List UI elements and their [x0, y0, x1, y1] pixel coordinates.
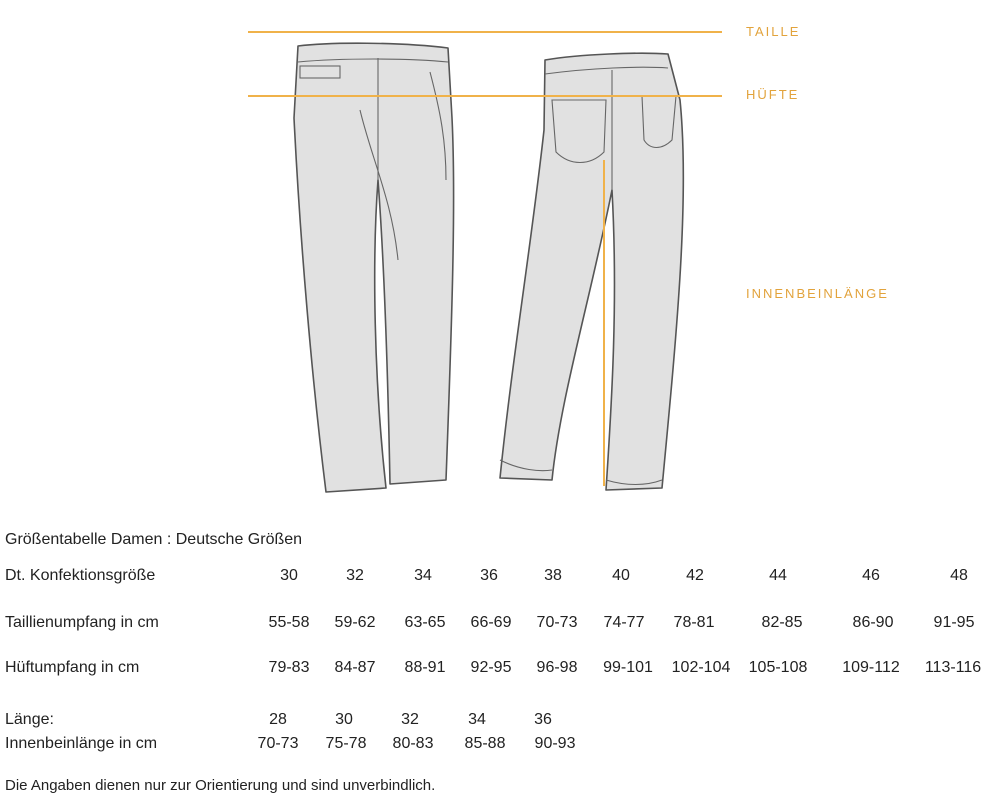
table-cell: 96-98 — [536, 659, 578, 676]
inseam-row-label: Innenbeinlänge in cm — [5, 735, 158, 752]
length-size-cell: 28 — [269, 711, 287, 728]
table-cell: 70-73 — [536, 614, 578, 631]
table-cell: 113-116 — [924, 659, 982, 676]
table-cell: 78-81 — [673, 614, 715, 631]
row-label-hip: Hüftumpfang in cm — [5, 659, 140, 676]
table-cell: 40 — [612, 567, 630, 584]
row-label-waist: Taillienumpfang in cm — [5, 614, 159, 631]
table-cell: 102-104 — [671, 659, 731, 676]
table-cell: 105-108 — [748, 659, 808, 676]
table-title: Größentabelle Damen : Deutsche Größen — [5, 531, 303, 548]
inseam-cell: 90-93 — [534, 735, 576, 752]
waist-label: TAILLE — [746, 24, 801, 39]
table-cell: 59-62 — [334, 614, 376, 631]
table-cell: 66-69 — [470, 614, 512, 631]
length-size-cell: 32 — [401, 711, 419, 728]
length-size-cell: 36 — [534, 711, 552, 728]
jeans-back-icon — [500, 53, 683, 490]
hip-label: HÜFTE — [746, 87, 800, 102]
table-cell: 92-95 — [470, 659, 512, 676]
footnote: Die Angaben dienen nur zur Orientierung und sind unverbindlich. — [5, 777, 436, 794]
table-cell: 32 — [346, 567, 364, 584]
table-cell: 55-58 — [268, 614, 310, 631]
table-cell: 82-85 — [761, 614, 803, 631]
table-cell: 63-65 — [404, 614, 446, 631]
table-cell: 86-90 — [852, 614, 894, 631]
table-cell: 48 — [950, 567, 968, 584]
table-cell: 46 — [862, 567, 880, 584]
inseam-cell: 70-73 — [257, 735, 299, 752]
inseam-cell: 75-78 — [325, 735, 367, 752]
length-label: Länge: — [5, 711, 54, 728]
table-cell: 74-77 — [603, 614, 645, 631]
table-cell: 38 — [544, 567, 562, 584]
table-cell: 44 — [769, 567, 787, 584]
inseam-cell: 85-88 — [464, 735, 506, 752]
table-cell: 91-95 — [933, 614, 975, 631]
length-size-cell: 30 — [335, 711, 353, 728]
table-cell: 79-83 — [268, 659, 310, 676]
table-cell: 36 — [480, 567, 498, 584]
table-cell: 34 — [414, 567, 432, 584]
table-cell: 88-91 — [404, 659, 446, 676]
table-cell: 84-87 — [334, 659, 376, 676]
jeans-front-icon — [294, 43, 454, 492]
table-cell: 99-101 — [603, 659, 653, 676]
table-cell: 30 — [280, 567, 298, 584]
row-label-size: Dt. Konfektionsgröße — [5, 567, 156, 584]
inseam-label: INNENBEINLÄNGE — [746, 286, 889, 301]
inseam-cell: 80-83 — [392, 735, 434, 752]
table-cell: 42 — [686, 567, 704, 584]
length-size-cell: 34 — [468, 711, 486, 728]
table-cell: 109-112 — [842, 659, 900, 676]
